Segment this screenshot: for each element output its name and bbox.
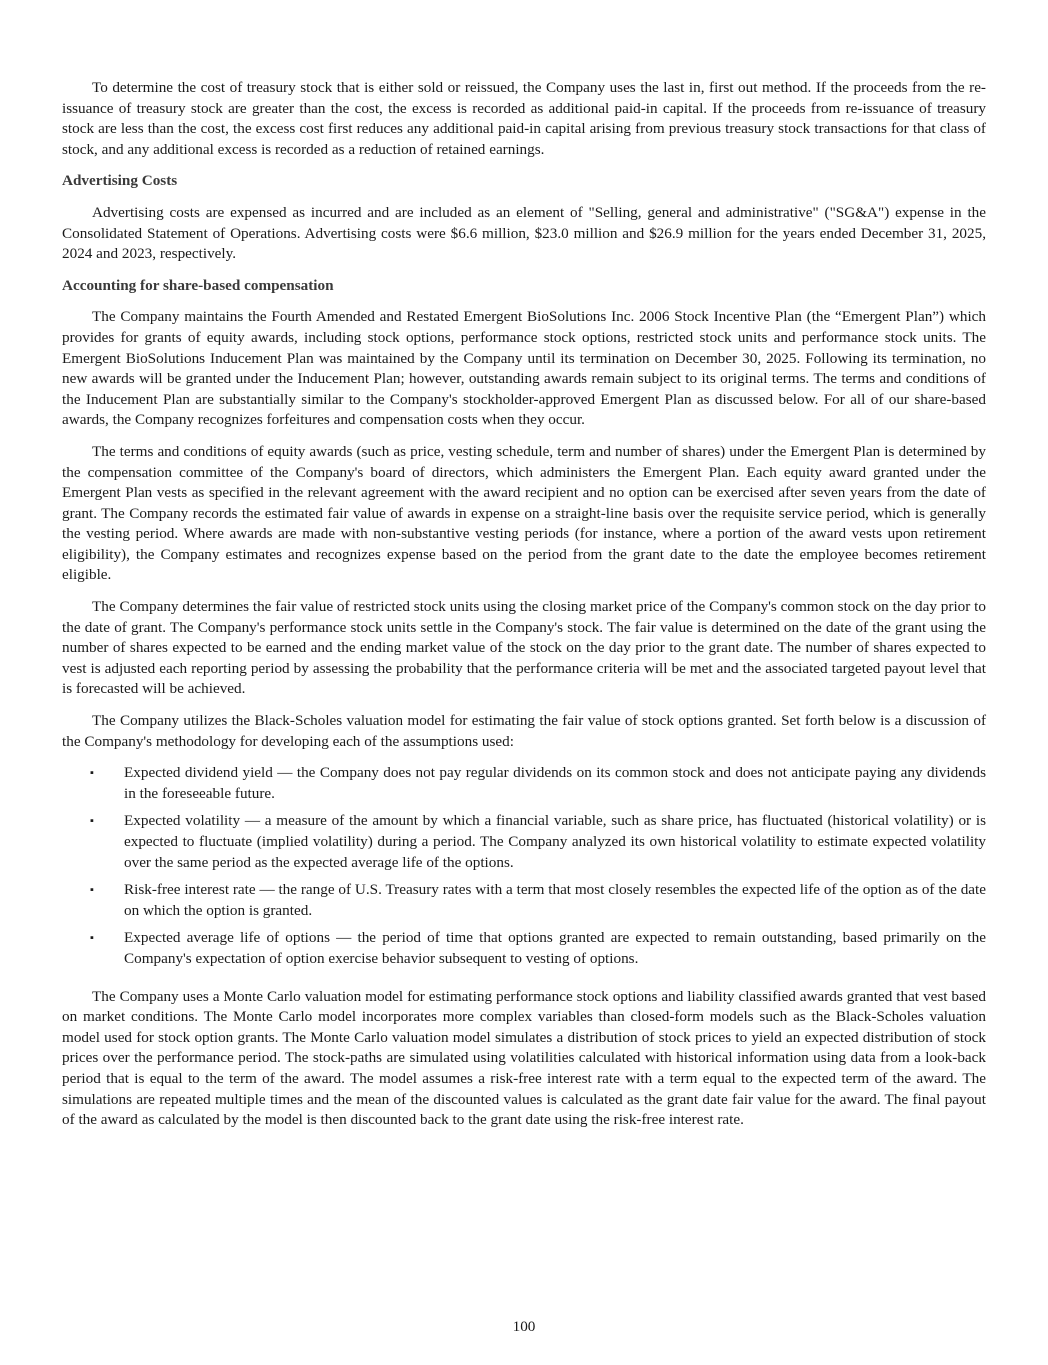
list-item (62, 811, 986, 873)
list-item (62, 928, 986, 969)
advertising-costs-paragraph: Advertising costs are expensed as incurred and are included as an element of "Selling, general and administrative" ("SG&A") expense in the Consolidated Statement of Operations. Advertising costs were $6.6 million, $23.0 million and $26.9 million for the years ended December 31, 2025, 2024 and 2023, respectively. (62, 203, 986, 263)
list-item (62, 763, 986, 804)
black-scholes-paragraph: The Company utilizes the Black-Scholes valuation model for estimating the fair value of stock options granted. Set forth below is a discussion of the Company's methodology for developing each of the assumptions used: (62, 712, 986, 750)
bullet-icon: ▪ (90, 884, 94, 897)
average-life-text: Expected average life of options — the period of time that options granted are expected to remain outstanding, based primarily on the Company's expectation of option exercise behavior subsequent to vesting of options. (124, 929, 986, 967)
dividend-yield-text: Expected dividend yield — the Company does not pay regular dividends on its common stock and does not anticipate paying any dividends in the foreseeable future. (124, 764, 986, 802)
treasury-stock-paragraph: To determine the cost of treasury stock that is either sold or reissued, the Company uses the last in, first out method. If the proceeds from the re-issuance of treasury stock are greater than the cost, the excess is recorded as additional paid-in capital. If the proceeds from re-issuance of treasury stock are less than the cost, the excess cost first reduces any additional paid-in capital arising from previous treasury stock transactions for that class of stock, and any additional excess is recorded as a reduction of retained earnings. (62, 79, 986, 158)
page-number: 100 (512, 1318, 536, 1335)
equity-award-terms-paragraph: The terms and conditions of equity awards (such as price, vesting schedule, term and number of shares) under the Emergent Plan is determined by the compensation committee of the Company's board of directors, which administers the Emergent Plan. Each equity award granted under the Emergent Plan vests as specified in the relevant agreement with the award recipient and no option can be exercised after seven years from the date of grant. The Company records the estimated fair value of awards in expense on a straight-line basis over the requisite service period, which is generally the vesting period. Where awards are made with non-substantive vesting periods (for instance, where a portion of the award vests upon retirement eligibility), the Company estimates and recognizes expense based on the period from the grant date to the date the employee becomes retirement eligible. (62, 442, 986, 584)
bullet-icon: ▪ (90, 932, 94, 945)
emergent-plan-paragraph: The Company maintains the Fourth Amended and Restated Emergent BioSolutions Inc. 2006 Stock Incentive Plan (the “Emergent Plan”) which provides for grants of equity awards, including stock options, performance stock options, restricted stock units and performance stock units. The Emergent BioSolutions Inducement Plan was maintained by the Company until its termination on December 30, 2025. Following its termination, no new awards will be granted under the Inducement Plan; however, outstanding awards remain subject to its original terms. The terms and conditions of the Inducement Plan are substantially similar to the Company's stockholder-approved Emergent Plan as discussed below. For all of our share-based awards, the Company recognizes forfeitures and compensation costs when they occur. (62, 308, 986, 429)
list-item (62, 880, 986, 921)
bullet-icon: ▪ (90, 767, 94, 780)
restricted-stock-fair-value-paragraph: The Company determines the fair value of restricted stock units using the closing market price of the Company's common stock on the day prior to the date of grant. The Company's performance stock units settle in the Company's stock. The fair value is determined on the date of the grant using the number of shares expected to be earned and the ending market value of the stock on the day prior to the grant date. The number of shares expected to vest is adjusted each reporting period by assessing the probability that the performance criteria will be met and the associated targeted payout level that is forecasted will be achieved. (62, 598, 986, 698)
advertising-costs-heading: Advertising Costs (62, 172, 178, 190)
assumptions-list (62, 763, 986, 969)
document-page (62, 78, 986, 1131)
volatility-text: Expected volatility — a measure of the amount by which a financial variable, such as share price, has fluctuated (historical volatility) or is expected to fluctuate (implied volatility) during a period. The Company analyzed its own historical volatility to estimate expected volatility over the same period as the expected average life of the options. (124, 812, 986, 871)
risk-free-rate-text: Risk-free interest rate — the range of U.S. Treasury rates with a term that most closely resembles the expected life of the option as of the date on which the option is granted. (124, 881, 986, 919)
bullet-icon: ▪ (90, 815, 94, 828)
share-based-compensation-heading: Accounting for share-based compensation (62, 276, 334, 294)
monte-carlo-paragraph: The Company uses a Monte Carlo valuation model for estimating performance stock options and liability classified awards granted that vest based on market conditions. The Monte Carlo model incorporates more complex variables than closed-form models such as the Black-Scholes valuation model used for stock option grants. The Monte Carlo valuation model simulates a distribution of stock prices to yield an expected distribution of stock prices over the performance period. The stock-paths are simulated using volatilities calculated with historical information using data from a look-back period that is equal to the term of the award. The model assumes a risk-free interest rate with a term equal to the expected term of the award. The simulations are repeated multiple times and the mean of the discounted values is calculated as the grant date fair value for the award. The final payout of the award as calculated by the model is then discounted back to the grant date using the risk-free interest rate. (62, 987, 986, 1129)
